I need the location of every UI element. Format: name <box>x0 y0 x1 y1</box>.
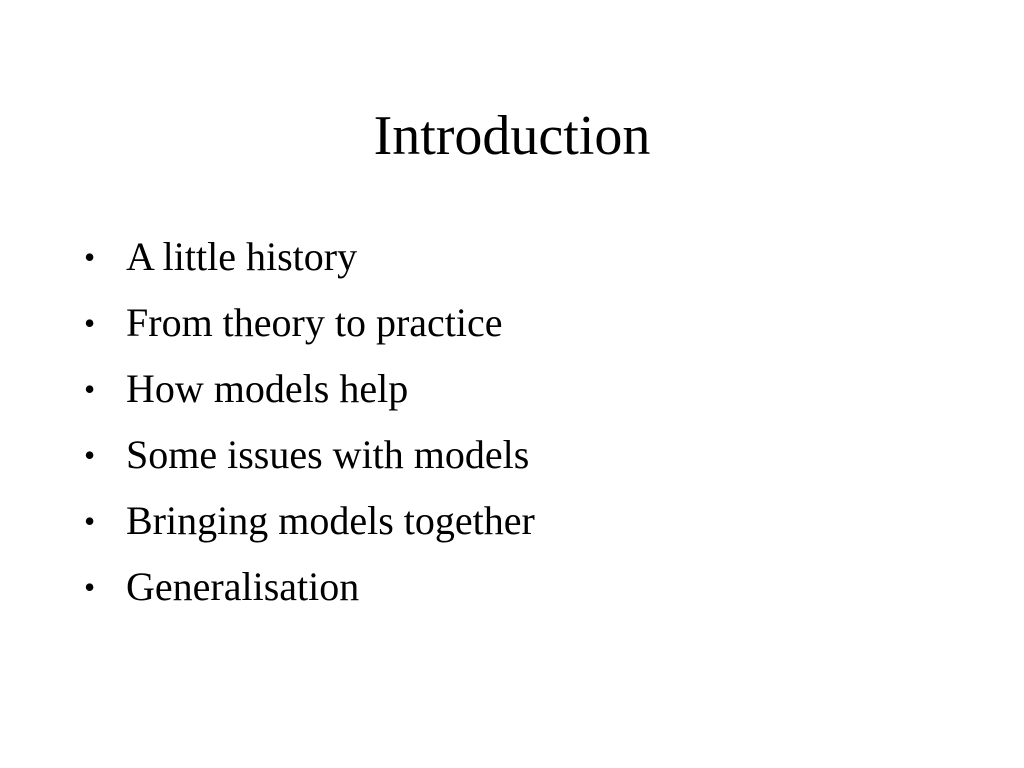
bullet-text: Generalisation <box>126 564 360 609</box>
bullet-text: From theory to practice <box>126 300 503 345</box>
bullet-text: Bringing models together <box>126 498 535 543</box>
bullet-icon: • <box>84 371 96 407</box>
bullet-text: How models help <box>126 366 409 411</box>
bullet-icon: • <box>84 503 96 539</box>
bullet-text: Some issues with models <box>126 432 530 477</box>
bullet-icon: • <box>84 569 96 605</box>
slide-title: Introduction <box>373 105 651 167</box>
bullet-icon: • <box>84 437 96 473</box>
bullet-text: A little history <box>126 234 358 279</box>
bullet-icon: • <box>84 305 96 341</box>
bullet-icon: • <box>84 239 96 275</box>
